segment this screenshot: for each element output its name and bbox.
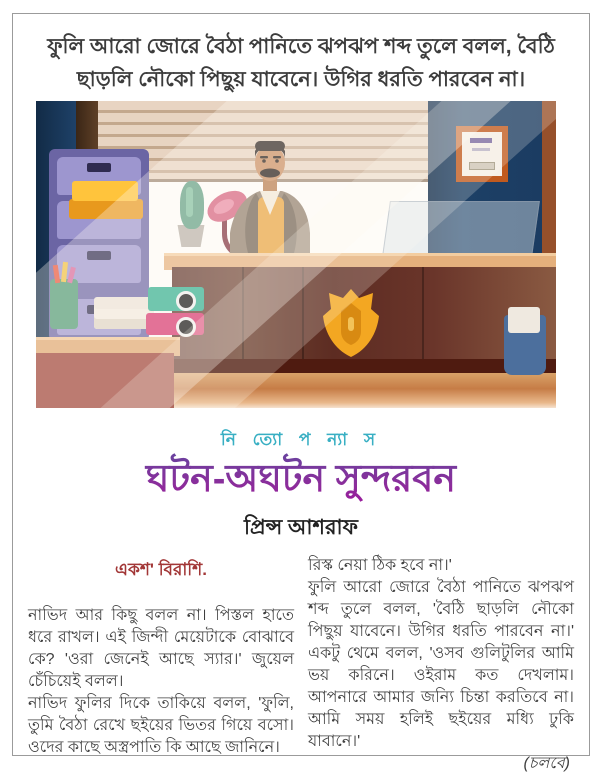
header-quote-line1: ফুলি আরো জোরে বৈঠা পানিতে ঝপঝপ শব্দ তুলে বলল, বৈঠি [47,35,555,58]
paragraph: নাভিদ ফুলির দিকে তাকিয়ে বলল, 'ফুলি, তুমি বৈঠা রেখে ছইয়ের ভিতর গিয়ে বসো। ওদের কাছে অস্ত্রপাতি কি আছে জানিনে। [28,695,294,756]
waste-bin [504,315,546,375]
right-column [308,555,574,775]
police-office-illustration [36,101,556,408]
story-title: ঘটন-অঘটন সুন্দরবন [13,449,589,513]
header-quote-line2: ছাড়লি নৌকো পিছুয় যাবেনে। উগির ধরতি পারবেন না। [76,68,526,91]
paragraph: নাভিদ আর কিছু বলল না। পিস্তল হাতে ধরে রাখল। এই জিন্দী মেয়েটাকে বোঝাবে কে? 'ওরা জেনেই আছে স্যার।' জুয়েল চেঁচিয়েই বলল। [28,607,294,690]
left-column [28,555,294,775]
article-body [28,555,574,775]
author-name: প্রিন্স আশরাফ [244,516,358,539]
paragraph: রিস্ক নেয়া ঠিক হবে না।' [308,557,452,574]
to-be-continued: (চলবে) [523,755,570,772]
book-page [12,13,590,772]
series-category-label: নি ত্যো প ন্যা স [220,430,382,449]
chapter-heading: একশ' বিরাশি. [115,560,207,579]
paragraph: ফুলি আরো জোরে বৈঠা পানিতে ঝপঝপ শব্দ তুলে বলল, 'বৈঠি ছাড়লি নৌকো পিছুয় যাবেনে। উগির ধরতি পারবেন না।' একটু থেমে বলল, 'ওসব গুলিটুলির আমি ভয় করিনে। ওইরাম কত দেখলাম। আপনারে আমার জন্যি চিন্তা করতিবে না। আমি সময় হলিই ছইয়ের মধ্যি ঢুকি যাবানে।' [308,579,574,750]
header-quote [23,30,579,96]
